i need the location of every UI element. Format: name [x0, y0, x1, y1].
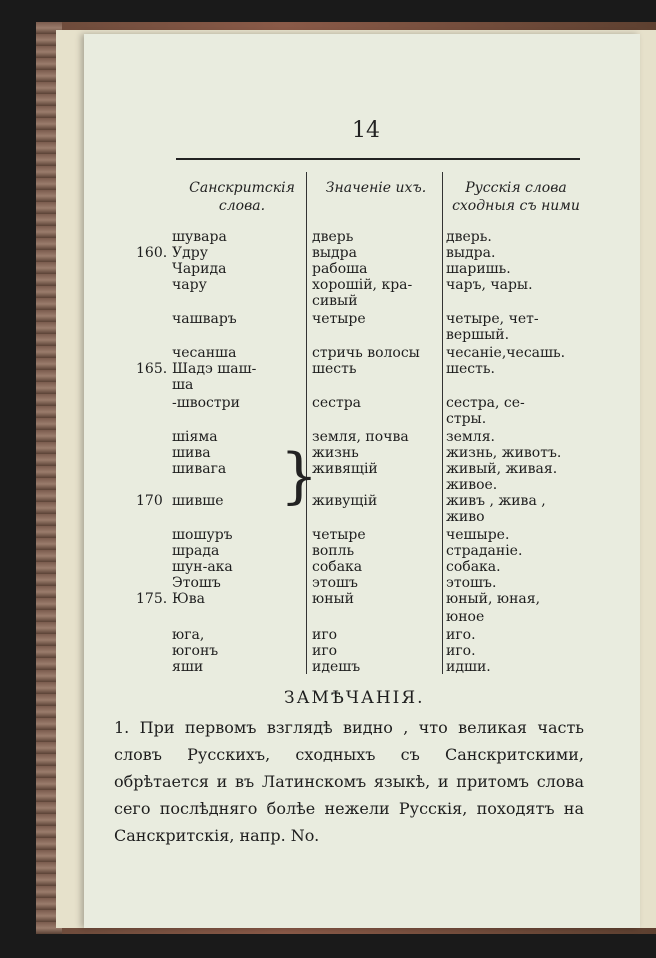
row-7-russian: вершый.: [446, 327, 510, 343]
row-20-meaning: вопль: [312, 543, 355, 559]
row-16-russian: живое.: [446, 477, 498, 493]
row-9-russian: шесть.: [446, 361, 495, 377]
row-14-meaning: жизнь: [312, 445, 359, 461]
row-13-sanskrit: шіяма: [172, 429, 218, 445]
row-25-sanskrit: юга,: [172, 627, 205, 643]
row-25-russian: иго.: [446, 627, 476, 643]
row-21-sanskrit: шун-ака: [172, 559, 233, 575]
row-3-russian: шаришь.: [446, 261, 511, 277]
column-divider-2: [442, 172, 443, 674]
row-27-meaning: идешъ: [312, 659, 361, 675]
row-2-num: 160.: [136, 245, 168, 261]
row-23-russian: юный, юная,: [446, 591, 541, 607]
row-2-meaning: выдра: [312, 245, 357, 261]
row-13-russian: земля.: [446, 429, 495, 445]
header-sanskrit: Санскритскія слова.: [189, 180, 295, 214]
row-11-meaning: сестра: [312, 395, 362, 411]
remarks-heading: ЗАМѢЧАНІЯ.: [284, 688, 425, 708]
row-8-russian: чесаніе,чесашь.: [446, 345, 566, 361]
row-9-num: 165.: [136, 361, 168, 377]
row-19-sanskrit: шошуръ: [172, 527, 233, 543]
page: [84, 34, 640, 928]
table-top-rule: [176, 158, 580, 160]
row-24-russian: юное: [446, 609, 485, 625]
row-18-russian: живо: [446, 509, 485, 525]
row-3-sanskrit: Чарида: [172, 261, 227, 277]
row-22-sanskrit: Этошъ: [172, 575, 221, 591]
row-19-meaning: четыре: [312, 527, 366, 543]
row-26-russian: иго.: [446, 643, 476, 659]
grouping-brace: }: [280, 441, 319, 511]
remarks-paragraph: 1. При первомъ взглядѣ видно , что великая часть словъ Русскихъ, сходныхъ съ Санскритскими, обрѣтается и въ Латинскомъ языкѣ, и притомъ слова сего послѣдняго болѣе нежели Русскія, походятъ на Санскритскія, напр. No.: [114, 718, 584, 845]
row-23-num: 175.: [136, 591, 168, 607]
row-21-russian: собака.: [446, 559, 501, 575]
row-1-russian: дверь.: [446, 229, 492, 245]
row-5-meaning: сивый: [312, 293, 358, 309]
row-26-meaning: иго: [312, 643, 338, 659]
row-13-meaning: земля, почва: [312, 429, 409, 445]
row-10-sanskrit: ша: [172, 377, 194, 393]
page-number: 14: [352, 118, 380, 143]
row-27-sanskrit: яши: [172, 659, 204, 675]
row-17-num: 170: [136, 493, 163, 509]
row-2-sanskrit: Удру: [172, 245, 208, 261]
row-1-meaning: дверь: [312, 229, 354, 245]
row-2-russian: выдра.: [446, 245, 496, 261]
row-20-russian: страданіе.: [446, 543, 523, 559]
row-25-meaning: иго: [312, 627, 338, 643]
row-12-russian: стры.: [446, 411, 487, 427]
row-22-russian: этошъ.: [446, 575, 497, 591]
row-4-meaning: хорошій, кра-: [312, 277, 413, 293]
row-15-russian: живый, живая.: [446, 461, 558, 477]
row-4-sanskrit: чару: [172, 277, 207, 293]
row-23-meaning: юный: [312, 591, 354, 607]
header-meaning: Значеніе ихъ.: [325, 180, 427, 196]
row-6-sanskrit: чашваръ: [172, 311, 237, 327]
row-17-russian: живъ , жива ,: [446, 493, 546, 509]
row-17-sanskrit: шивше: [172, 493, 224, 509]
row-22-meaning: этошъ: [312, 575, 358, 591]
row-6-meaning: четыре: [312, 311, 366, 327]
row-8-meaning: стричь волосы: [312, 345, 420, 361]
row-17-meaning: живущій: [312, 493, 378, 509]
row-27-russian: идши.: [446, 659, 491, 675]
row-20-sanskrit: шрада: [172, 543, 220, 559]
row-15-meaning: живящій: [312, 461, 378, 477]
column-divider-1: [306, 172, 307, 674]
header-russian: Русскія слова сходныя съ ними: [452, 180, 580, 214]
row-9-sanskrit: Шадэ шаш-: [172, 361, 257, 377]
row-15-sanskrit: шивага: [172, 461, 227, 477]
row-23-sanskrit: Юва: [172, 591, 205, 607]
row-4-russian: чаръ, чары.: [446, 277, 533, 293]
row-11-sanskrit: -швостри: [172, 395, 240, 411]
row-14-sanskrit: шива: [172, 445, 211, 461]
row-14-russian: жизнь, животъ.: [446, 445, 562, 461]
row-8-sanskrit: чесанша: [172, 345, 237, 361]
row-11-russian: сестра, се-: [446, 395, 525, 411]
row-21-meaning: собака: [312, 559, 363, 575]
row-6-russian: четыре, чет-: [446, 311, 539, 327]
row-26-sanskrit: югонъ: [172, 643, 219, 659]
row-19-russian: чешыре.: [446, 527, 510, 543]
row-3-meaning: рабоша: [312, 261, 368, 277]
row-1-sanskrit: шувара: [172, 229, 227, 245]
row-9-meaning: шесть: [312, 361, 357, 377]
